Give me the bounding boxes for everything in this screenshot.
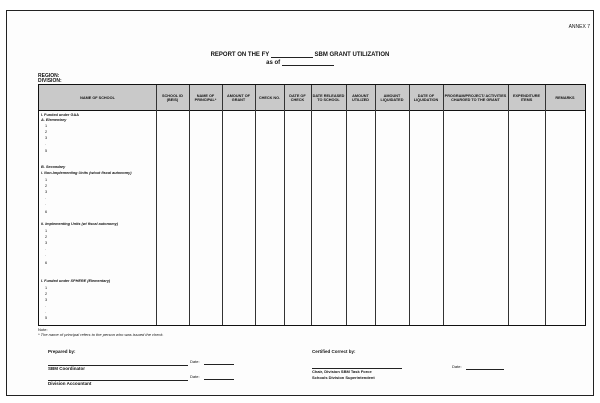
col-divider bbox=[545, 85, 546, 325]
section-secondary: B. Secondary bbox=[41, 165, 66, 169]
list-item: . bbox=[45, 247, 47, 251]
col-divider bbox=[508, 85, 509, 325]
fy-blank[interactable] bbox=[271, 57, 313, 58]
list-item: . bbox=[45, 202, 47, 206]
list-item: 3 bbox=[45, 136, 48, 140]
report-title: REPORT ON THE FY SBM GRANT UTILIZATION bbox=[210, 52, 390, 58]
col-divider bbox=[409, 85, 410, 325]
accountant-date-field[interactable] bbox=[204, 379, 234, 380]
list-item: . bbox=[45, 196, 47, 200]
col-divider bbox=[346, 85, 347, 325]
list-item: 3 bbox=[45, 241, 48, 245]
list-item: . bbox=[45, 142, 47, 146]
list-item: 2 bbox=[45, 130, 48, 134]
col-divider bbox=[222, 85, 223, 325]
header-amount-utilized: AMOUNT UTILIZED bbox=[351, 93, 370, 102]
superintendent-title: Schools Division Superintendent bbox=[312, 375, 375, 380]
list-item: 1 bbox=[45, 229, 48, 233]
list-item: 5 bbox=[45, 149, 48, 153]
col-divider bbox=[284, 85, 285, 325]
annex-label: ANNEX 7 bbox=[568, 24, 590, 30]
list-item: 1 bbox=[45, 178, 48, 182]
header-amount-of-grant: AMOUNT OF GRANT bbox=[227, 93, 250, 102]
col-divider bbox=[443, 85, 444, 325]
note-text: * The name of principal refers to the person who was issued the check. bbox=[38, 332, 164, 337]
accountant-title: Division Accountant bbox=[48, 381, 92, 386]
certified-date-field[interactable] bbox=[466, 369, 504, 370]
list-item: 2 bbox=[45, 235, 48, 239]
header-date-of-check: DATE OF CHECK bbox=[289, 93, 306, 102]
header-name-of-school: NAME OF SCHOOL bbox=[80, 95, 115, 100]
section-elementary: A. Elementary bbox=[41, 118, 67, 122]
note-label: Note: bbox=[38, 327, 48, 332]
header-remarks: REMARKS bbox=[555, 95, 575, 100]
list-item: 1 bbox=[45, 124, 48, 128]
header-principal: NAME OF PRINCIPAL* bbox=[194, 93, 217, 102]
col-divider bbox=[311, 85, 312, 325]
chair-title: Chair, Division SBM Task Force bbox=[312, 369, 372, 374]
date-label: Date: bbox=[190, 374, 200, 379]
list-item: 3 bbox=[45, 190, 48, 194]
coordinator-date-field[interactable] bbox=[204, 364, 234, 365]
list-item: . bbox=[45, 304, 47, 308]
col-divider bbox=[189, 85, 190, 325]
header-amount-liquidated: AMOUNT LIQUIDATED bbox=[380, 93, 404, 102]
section-sphere: I. Funded under SPHERE (Elementary) bbox=[41, 279, 111, 283]
certified-by-label: Certified Correct by: bbox=[312, 349, 356, 354]
list-item: 2 bbox=[45, 292, 48, 296]
header-check-no: CHECK NO. bbox=[258, 95, 281, 100]
list-item: 2 bbox=[45, 184, 48, 188]
section-non-implementing: i. Non-Implementing Units (w/out fiscal autonomy) bbox=[41, 171, 132, 175]
coordinator-title: SBM Coordinator bbox=[48, 366, 85, 371]
section-implementing: ii. Implementing Units (w/ fiscal autonomy) bbox=[41, 222, 119, 226]
header-date-of-liquidation: DATE OF LIQUIDATION bbox=[413, 93, 439, 102]
list-item: . bbox=[45, 253, 47, 257]
utilization-table bbox=[38, 84, 586, 326]
date-label: Date: bbox=[190, 359, 200, 364]
list-item: 3 bbox=[45, 298, 48, 302]
col-divider bbox=[156, 85, 157, 325]
report-subtitle: as of bbox=[0, 60, 600, 66]
as-of-blank[interactable] bbox=[282, 65, 334, 66]
list-item: 6 bbox=[45, 261, 48, 265]
col-divider bbox=[375, 85, 376, 325]
region-label: REGION: bbox=[38, 73, 60, 79]
col-divider bbox=[255, 85, 256, 325]
prepared-by-label: Prepared by: bbox=[48, 349, 76, 354]
list-item: 5 bbox=[45, 316, 48, 320]
list-item: 1 bbox=[45, 286, 48, 290]
division-label: DIVISION: bbox=[38, 78, 62, 84]
header-program-project: PROGRAM/PROJECT/ ACTIVITIES CHARGED TO THE GRANT bbox=[444, 93, 507, 102]
header-expenditure-items: EXPENDITURE ITEMS bbox=[512, 93, 540, 102]
list-item: . bbox=[45, 310, 47, 314]
date-label: Date: bbox=[452, 364, 462, 369]
list-item: 6 bbox=[45, 210, 48, 214]
header-school-id: SCHOOL ID (BEIS) bbox=[161, 93, 184, 102]
section-gaa: I. Funded under GAA bbox=[41, 113, 79, 117]
header-date-released: DATE RELEASED TO SCHOOL bbox=[312, 93, 345, 102]
